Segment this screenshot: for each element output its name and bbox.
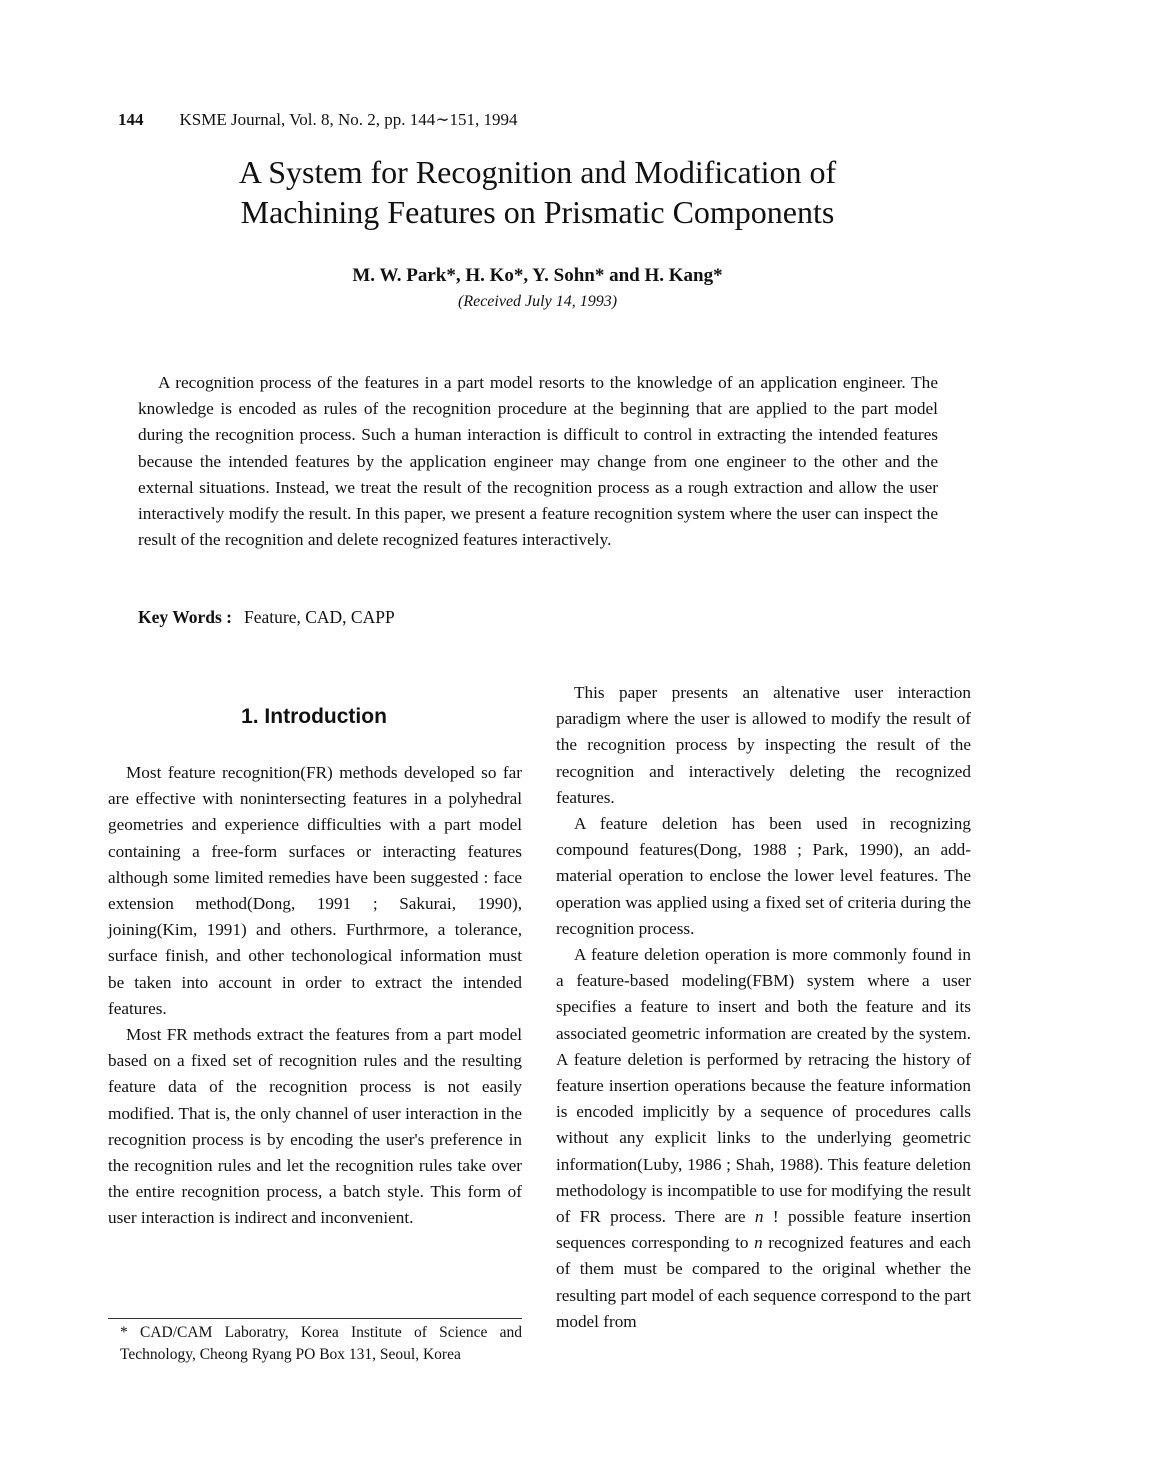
keywords-value: Feature, CAD, CAPP <box>244 607 395 627</box>
title-line-2: Machining Features on Prismatic Components <box>240 194 835 230</box>
math-variable-n: n <box>754 1233 763 1253</box>
paragraph-text: A feature deletion operation is more commonly found in a feature-based modeling(FBM) system where a user specifies a feature to insert and both the feature and its associated geometric information are created by the system. A feature deletion is performed by retracing the history of feature insertion operations because the feature information is encoded implicitly by a sequence of procedures calls without any explicit links to the underlying geometric information(Luby, 1986 ; Shah, 1988). This feature deletion methodology is incompatible to use for modifying the result of FR process. There are <box>556 945 971 1227</box>
paragraph: A feature deletion has been used in recognizing compound features(Dong, 1988 ; Park, 1990), an add-material operation to enclose the lower level features. The operation was applied using a fixed set of criteria during the recognition process. <box>556 814 971 938</box>
footnote-divider <box>108 1318 522 1319</box>
page-number: 144 <box>118 110 144 129</box>
paragraph-text: ! possible feature insertion sequences corresponding to <box>556 1207 972 1253</box>
math-variable-n: n <box>754 1207 764 1227</box>
section-heading-introduction: 1. Introduction <box>241 705 387 728</box>
keywords-label: Key Words : <box>138 607 232 627</box>
keywords <box>138 607 395 628</box>
running-header <box>118 110 518 130</box>
footnote-marker: * <box>120 1324 128 1341</box>
paper-title <box>0 152 1075 232</box>
paragraph: Most feature recognition(FR) methods developed so far are effective with nonintersecting features in a polyhedral geometries and experience difficulties with a part model containing a free-form surfaces or interacting features although some limited remedies have been suggested : face extension method(Dong, 1991 ; Sakurai, 1990), joining(Kim, 1991) and others. Furthrmore, a tolerance, surface finish, and other techonological information must be taken into account in order to extract the intended features. <box>108 763 522 1018</box>
paragraph: This paper presents an altenative user interaction paradigm where the user is allowed to modify the result of the recognition process by inspecting the result of the recognition and interactively deleting the recognized features. <box>556 683 971 807</box>
left-column <box>108 760 522 1232</box>
paragraph-text: recognized features and each of them must be compared to the original whether the resulting part model of each sequence correspond to the part model from <box>556 1233 972 1331</box>
paragraph <box>556 942 971 1335</box>
abstract: A recognition process of the features in a part model resorts to the knowledge of an application engineer. The knowledge is encoded as rules of the recognition procedure at the beginning that are applied to the part model during the recognition process. Such a human interaction is difficult to control in extracting the intended features because the intended features by the application engineer may change from one engineer to the other and the external situations. Instead, we treat the result of the recognition process as a rough extraction and allow the user interactively modify the result. In this paper, we present a feature recognition system where the user can inspect the result of the recognition and delete recognized features interactively. <box>138 373 938 550</box>
title-line-1: A System for Recognition and Modification of <box>238 154 837 190</box>
footnote-text: CAD/CAM Laboratry, Korea Institute of Science and Technology, Cheong Ryang PO Box 131, Seoul, Korea <box>120 1324 523 1363</box>
journal-reference: KSME Journal, Vol. 8, No. 2, pp. 144∼151, 1994 <box>179 110 518 129</box>
paragraph: Most FR methods extract the features from a part model based on a fixed set of recognition rules and the resulting feature data of the recognition process is not easily modified. That is, the only channel of user interaction in the recognition process is by encoding the user's preference in the recognition rules and let the recognition rules take over the entire recognition process, a batch style. This form of user interaction is indirect and inconvenient. <box>108 1025 522 1228</box>
footnote <box>120 1322 522 1366</box>
received-date: (Received July 14, 1993) <box>457 293 618 310</box>
author-list: M. W. Park*, H. Ko*, Y. Sohn* and H. Kang* <box>352 265 723 286</box>
right-column <box>556 680 971 1335</box>
